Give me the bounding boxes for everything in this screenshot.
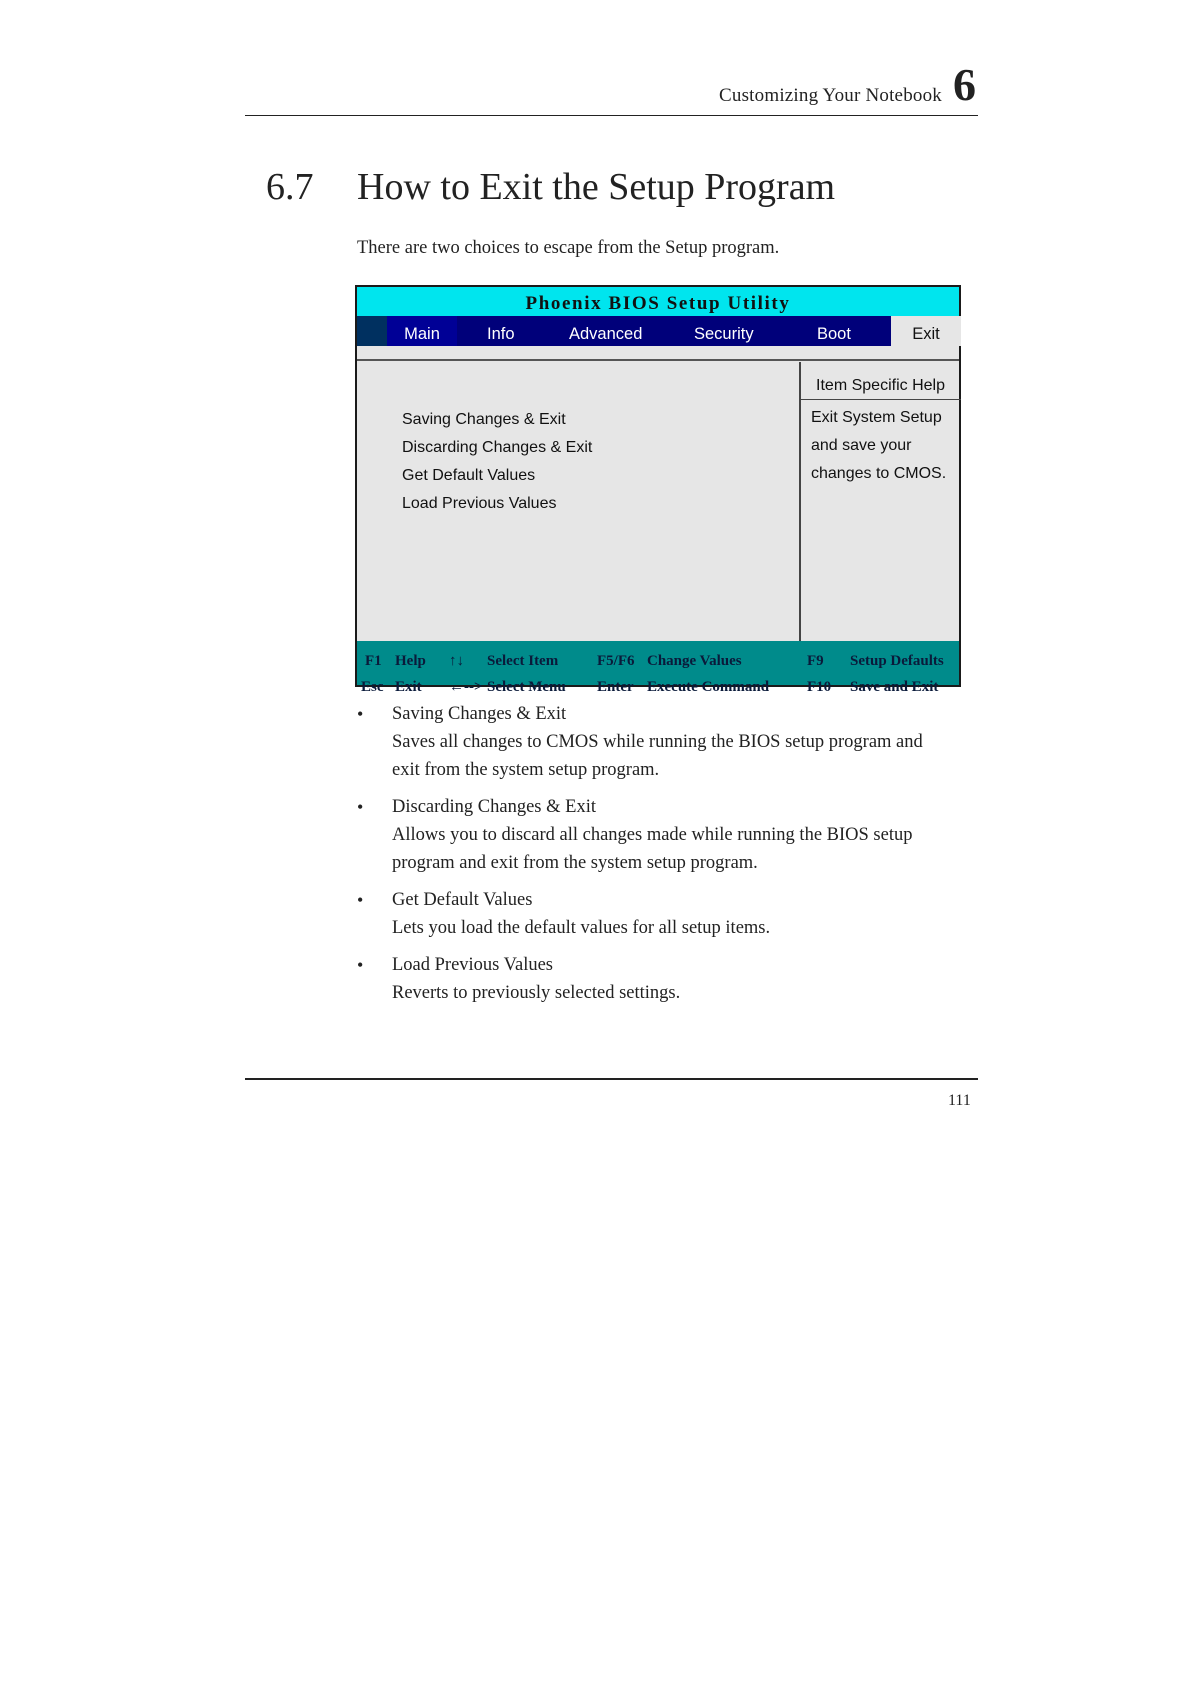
bios-menu-lead bbox=[357, 316, 387, 346]
bullet-title: Saving Changes & Exit bbox=[392, 704, 567, 724]
section-heading bbox=[266, 165, 966, 209]
bios-body bbox=[357, 362, 959, 641]
bullet-title: Discarding Changes & Exit bbox=[392, 797, 596, 817]
bullet-line: Allows you to discard all changes made while running the BIOS setup bbox=[392, 825, 913, 845]
bios-menu-background bbox=[357, 316, 891, 346]
help-line: and save your bbox=[811, 437, 912, 454]
help-header: Item Specific Help bbox=[800, 362, 961, 400]
bullet-icon: • bbox=[357, 955, 364, 975]
section-number: 6.7 bbox=[266, 166, 314, 208]
bios-title-bar: Phoenix BIOS Setup Utility bbox=[357, 287, 959, 316]
bullet-line: exit from the system setup program. bbox=[392, 760, 660, 780]
list-item bbox=[355, 700, 975, 784]
key-arrows-leftright: ←--> bbox=[449, 679, 483, 695]
menu-divider bbox=[357, 359, 959, 361]
bios-option-list bbox=[402, 406, 592, 518]
menu-tab-security[interactable]: Security bbox=[694, 325, 754, 343]
bullet-list bbox=[355, 700, 975, 1016]
key-esc-action: Exit bbox=[395, 679, 422, 695]
chapter-number: 6 bbox=[953, 59, 976, 110]
option-load-previous-values[interactable]: Load Previous Values bbox=[402, 495, 557, 512]
key-f10-action: Save and Exit bbox=[850, 679, 939, 695]
key-enter: Enter bbox=[597, 679, 634, 695]
key-f1-action: Help bbox=[395, 653, 426, 669]
option-discarding-changes-exit[interactable]: Discarding Changes & Exit bbox=[402, 439, 593, 456]
key-arrows-updown-action: Select Item bbox=[487, 653, 559, 669]
key-f9: F9 bbox=[807, 653, 824, 669]
key-f5f6: F5/F6 bbox=[597, 653, 635, 669]
page-number: 111 bbox=[948, 1092, 971, 1109]
option-saving-changes-exit[interactable]: Saving Changes & Exit bbox=[402, 411, 566, 428]
help-line: Exit System Setup bbox=[811, 409, 942, 426]
help-line: changes to CMOS. bbox=[811, 465, 947, 482]
key-f5f6-action: Change Values bbox=[647, 653, 742, 669]
key-enter-action: Execute Command bbox=[647, 679, 770, 695]
bullet-line: program and exit from the system setup program. bbox=[392, 853, 758, 873]
bios-menu-bar bbox=[357, 316, 959, 362]
key-f1: F1 bbox=[365, 653, 382, 669]
key-arrows-leftright-action: Select Menu bbox=[487, 679, 566, 695]
bullet-title: Load Previous Values bbox=[392, 955, 553, 975]
bullet-icon: • bbox=[357, 890, 364, 910]
running-title: Customizing Your Notebook bbox=[719, 85, 942, 106]
running-header bbox=[245, 60, 978, 116]
bullet-line: Reverts to previously selected settings. bbox=[392, 983, 681, 1003]
option-get-default-values[interactable]: Get Default Values bbox=[402, 467, 536, 484]
menu-tab-main[interactable]: Main bbox=[387, 316, 457, 346]
help-panel-divider bbox=[799, 362, 801, 641]
key-f10: F10 bbox=[807, 679, 832, 695]
menu-tab-boot[interactable]: Boot bbox=[817, 325, 851, 343]
bullet-icon: • bbox=[357, 704, 364, 724]
menu-tab-info[interactable]: Info bbox=[487, 325, 515, 343]
menu-tab-advanced[interactable]: Advanced bbox=[569, 325, 643, 343]
key-arrows-updown: ↑↓ bbox=[449, 653, 464, 669]
key-f9-action: Setup Defaults bbox=[850, 653, 944, 669]
list-item bbox=[355, 886, 975, 942]
help-text bbox=[811, 404, 957, 488]
bullet-line: Lets you load the default values for all setup items. bbox=[392, 918, 771, 938]
key-esc: Esc bbox=[361, 679, 384, 695]
bullet-title: Get Default Values bbox=[392, 890, 533, 910]
list-item bbox=[355, 951, 975, 1007]
bios-screen bbox=[355, 285, 961, 695]
footer-divider bbox=[245, 1078, 978, 1080]
bullet-line: Saves all changes to CMOS while running the BIOS setup program and bbox=[392, 732, 923, 752]
intro-paragraph: There are two choices to escape from the Setup program. bbox=[357, 238, 780, 258]
section-title: How to Exit the Setup Program bbox=[357, 166, 836, 208]
bios-key-legend bbox=[357, 641, 959, 695]
list-item bbox=[355, 793, 975, 877]
bullet-icon: • bbox=[357, 797, 364, 817]
menu-tab-exit[interactable]: Exit bbox=[891, 316, 961, 346]
